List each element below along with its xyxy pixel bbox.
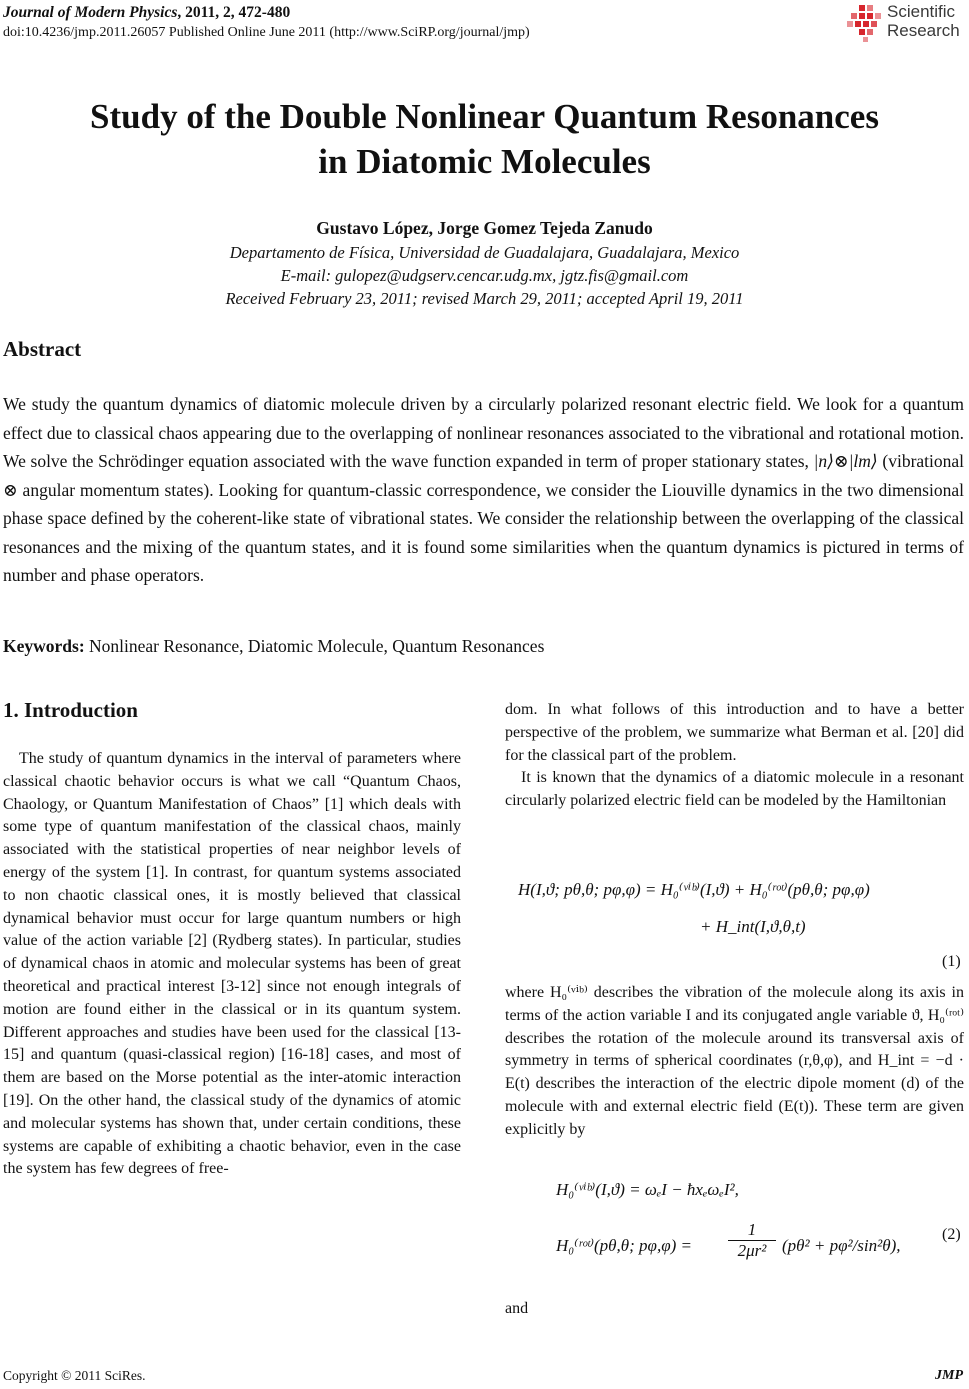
affiliation: Departamento de Física, Universidad de Guadalajara, Guadalajara, Mexico: [229, 243, 740, 262]
fraction-numerator: 1: [747, 1220, 757, 1239]
logo-line-1: Scientific: [887, 2, 956, 21]
title-line-2: in Diatomic Molecules: [318, 142, 651, 181]
equation-2-rhs: (pθ² + pφ²/sin²θ),: [782, 1236, 901, 1255]
keywords: [3, 636, 544, 657]
email-line: E-mail: gulopez@udgserv.cencar.udg.mx, jgtz.fis@gmail.com: [280, 266, 689, 285]
logo-text: [887, 2, 960, 40]
copyright: Copyright © 2011 SciRes.: [3, 1368, 146, 1383]
journal-abbreviation: JMP: [935, 1368, 963, 1383]
equation-2-number: (2): [942, 1226, 961, 1243]
journal-name: Journal of Modern Physics: [3, 4, 178, 21]
authors: Gustavo López, Jorge Gomez Tejeda Zanudo: [316, 218, 653, 238]
paper-title: [0, 94, 969, 184]
abstract-part-2: (vibrational ⊗ angular momentum states). Looking for quantum-classic correspondence, we consider the Liouville dynamics in the two dimensional phase space defined by the coherent-like state of vibrational states. We consider the relationship between the overlapping of the classical resonances and the mixing of the quantum states, and it is found some similarities when the quantum dynamics is pictured in terms of number and phase operators.: [3, 451, 965, 585]
equation-2-fraction: [728, 1220, 776, 1261]
abstract-body: [3, 390, 964, 590]
intro-paragraph-right-2: It is known that the dynamics of a diatomic molecule in a resonant circularly polarized electric field can be modeled by the Hamiltonian: [505, 769, 964, 810]
keywords-text: Nonlinear Resonance, Diatomic Molecule, Quantum Resonances: [89, 636, 545, 656]
left-column: [3, 748, 461, 1181]
equation-2-line-1: H₀⁽ᵛⁱᵇ⁾(I,ϑ) = ωₑI − ħxₑωₑI²,: [556, 1180, 739, 1199]
abstract-ket: |n⟩⊗|lm⟩: [813, 451, 878, 471]
logo-mark-icon: [845, 3, 885, 43]
publisher-logo: [845, 2, 965, 44]
fraction-denominator: 2μr²: [737, 1241, 767, 1260]
intro-paragraph-right-3: where H₀⁽ᵛⁱᵇ⁾ describes the vibration of the molecule along its axis in terms of the action variable I and its conjugated angle variable ϑ, H₀⁽ʳᵒᵗ⁾ describes the rotation of the molecule around its transversal axis of symmetry in terms of spherical coordinates (r,θ,φ), and H_int = −d · E(t) describes the interaction of the electric dipole moment (d) of the molecule with and external electric field (E(t)). These term are given explicitly by: [505, 984, 964, 1138]
after-equation-text: and: [505, 1300, 529, 1317]
right-column-middle: [505, 982, 964, 1142]
title-line-1: Study of the Double Nonlinear Quantum Resonances: [90, 97, 879, 136]
abstract-part-1: We study the quantum dynamics of diatomic molecule driven by a circularly polarized resonant electric field. We look for a quantum effect due to classical chaos appearing due to the overlapping of nonlinear resonances associated to the vibrational and rotational motion. We solve the Schrödinger equation associated with the wave function expanded in term of proper stationary states,: [3, 394, 964, 471]
journal-info: , 2011, 2, 472-480: [177, 4, 291, 21]
dates-line: Received February 23, 2011; revised March 29, 2011; accepted April 19, 2011: [225, 289, 744, 308]
equation-1-line-1: H(I,ϑ; pθ,θ; pφ,φ) = H₀⁽ᵛⁱᵇ⁾(I,ϑ) + H₀⁽ʳᵒᵗ⁾(pθ,θ; pφ,φ): [518, 880, 870, 899]
section-heading: 1. Introduction: [3, 698, 138, 722]
doi-line: doi:10.4236/jmp.2011.26057 Published Online June 2011 (http://www.SciRP.org/journal/jmp): [3, 25, 530, 40]
abstract-heading: Abstract: [3, 337, 82, 361]
equation-1-number: (1): [942, 953, 961, 970]
logo-line-2: Research: [887, 21, 960, 40]
intro-paragraph-left: The study of quantum dynamics in the interval of parameters where classical chaotic behavior occurs is what we call “Quantum Chaos, Chaology, or Quantum Manifestation of Chaos” [1] which deals with some type of quantum manifestation of the classical chaos, mainly associated with the statistical properties of near neighbor levels of energy of the system [1]. In contrast, for quantum systems associated to non chaotic classical ones, it is mostly believed that classical dynamical behavior must occur for large quantum numbers or high value of the action variable [2] (Rydberg states). In particular, studies of dynamical chaos in atomic and molecular systems has been of great theoretical and practical interest [3-12] since not enough integrals of motion are found either in the classical or in its quantum system. Different approaches and studies have been used for the classical [13-15] and quantum (quasi-classical region) [16-18] cases, and most of them are based on the Morse potential as the inter-atomic interaction [19]. On the other hand, the classical study of the dynamics of atomic and molecular systems has shown that, under certain conditions, these systems are capable of exhibiting a chaotic behavior, even in the case the system has few degrees of free-: [3, 750, 461, 1178]
journal-citation: [3, 4, 290, 22]
keywords-label: Keywords:: [3, 636, 85, 656]
right-column-top: [505, 699, 964, 813]
intro-paragraph-right-1: dom. In what follows of this introduction and to have a better perspective of the problem, we summarize what Berman et al. [20] did for the classical part of the problem.: [505, 701, 964, 764]
equation-2-lhs: H₀⁽ʳᵒᵗ⁾(pθ,θ; pφ,φ) =: [556, 1236, 692, 1255]
equation-1-line-2: + H_int(I,ϑ,θ,t): [700, 917, 806, 936]
